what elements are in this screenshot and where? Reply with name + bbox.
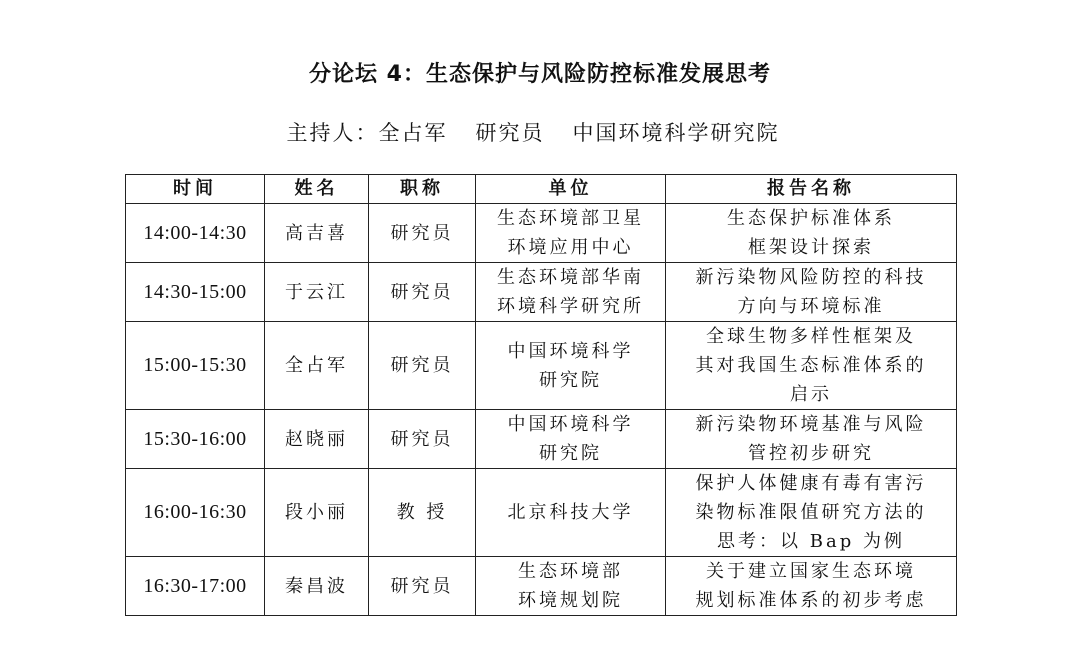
table-row <box>126 322 957 410</box>
schedule-table <box>125 174 957 616</box>
cell-unit <box>476 263 666 322</box>
cell-unit-line: 环境规划院 <box>518 590 623 611</box>
cell-unit-line: 研究院 <box>539 443 602 464</box>
cell-report-line: 染物标准限值研究方法的 <box>695 502 927 523</box>
cell-unit-line: 生态环境部华南 <box>497 267 644 288</box>
cell-unit-line: 研究院 <box>539 369 602 391</box>
cell-time: 15:00-15:30 <box>126 322 265 410</box>
cell-title: 研究员 <box>369 557 476 616</box>
cell-report-line: 保护人体健康有毒有害污 <box>695 473 927 494</box>
cell-name: 秦昌波 <box>265 557 369 616</box>
cell-report <box>666 469 957 557</box>
cell-name: 于云江 <box>265 263 369 322</box>
table-row <box>126 204 957 263</box>
cell-unit-line: 中国环境科学 <box>507 340 634 362</box>
cell-unit <box>476 322 666 410</box>
cell-report-line: 新污染物风险防控的科技 <box>695 267 927 288</box>
cell-report-line: 思考：以 Bap 为例 <box>717 531 905 552</box>
cell-title: 研究员 <box>369 263 476 322</box>
cell-report-line: 启示 <box>790 384 832 405</box>
cell-report-line: 全球生物多样性框架及 <box>706 326 916 347</box>
cell-unit-line: 生态环境部 <box>518 561 623 582</box>
cell-report-line: 新污染物环境基准与风险 <box>695 414 927 435</box>
cell-report-line: 规划标准体系的初步考虑 <box>695 590 927 611</box>
cell-unit-line: 环境科学研究所 <box>497 296 644 317</box>
cell-unit <box>476 410 666 469</box>
cell-title: 教 授 <box>369 469 476 557</box>
header-title: 职称 <box>369 175 476 204</box>
moderator-position: 研究员 <box>475 121 545 145</box>
cell-report-line: 生态保护标准体系 <box>727 208 895 229</box>
cell-report-line: 框架设计探索 <box>748 237 874 258</box>
cell-report <box>666 263 957 322</box>
header-name: 姓名 <box>265 175 369 204</box>
cell-time: 14:00-14:30 <box>126 204 265 263</box>
moderator-org: 中国环境科学研究院 <box>572 121 780 145</box>
cell-name: 高吉喜 <box>265 204 369 263</box>
cell-name: 全占军 <box>265 322 369 410</box>
cell-unit-line: 北京科技大学 <box>507 502 634 523</box>
cell-title: 研究员 <box>369 204 476 263</box>
cell-report <box>666 557 957 616</box>
header-time: 时间 <box>126 175 265 204</box>
cell-unit-line: 环境应用中心 <box>507 237 634 258</box>
cell-unit-line: 中国环境科学 <box>507 414 634 435</box>
cell-unit <box>476 557 666 616</box>
cell-time: 16:30-17:00 <box>126 557 265 616</box>
table-header-row <box>126 175 957 204</box>
cell-report-line: 其对我国生态标准体系的 <box>695 355 927 376</box>
cell-title: 研究员 <box>369 410 476 469</box>
table-row <box>126 263 957 322</box>
cell-report-line: 管控初步研究 <box>748 443 874 464</box>
cell-unit-line: 生态环境部卫星 <box>497 208 644 229</box>
cell-unit <box>476 469 666 557</box>
moderator-line <box>0 117 1080 147</box>
cell-report <box>666 322 957 410</box>
cell-name: 赵晓丽 <box>265 410 369 469</box>
cell-time: 14:30-15:00 <box>126 263 265 322</box>
table-row <box>126 469 957 557</box>
cell-time: 16:00-16:30 <box>126 469 265 557</box>
moderator-name: 主持人：全占军 <box>286 121 448 145</box>
cell-title: 研究员 <box>369 322 476 410</box>
table-row <box>126 410 957 469</box>
cell-unit <box>476 204 666 263</box>
cell-name: 段小丽 <box>265 469 369 557</box>
cell-report-line: 关于建立国家生态环境 <box>706 561 916 582</box>
cell-report-line: 方向与环境标准 <box>737 296 885 317</box>
cell-time: 15:30-16:00 <box>126 410 265 469</box>
header-unit: 单位 <box>476 175 666 204</box>
header-report: 报告名称 <box>666 175 957 204</box>
cell-report <box>666 204 957 263</box>
cell-report <box>666 410 957 469</box>
table-row <box>126 557 957 616</box>
page-title: 分论坛 4：生态保护与风险防控标准发展思考 <box>309 62 771 87</box>
